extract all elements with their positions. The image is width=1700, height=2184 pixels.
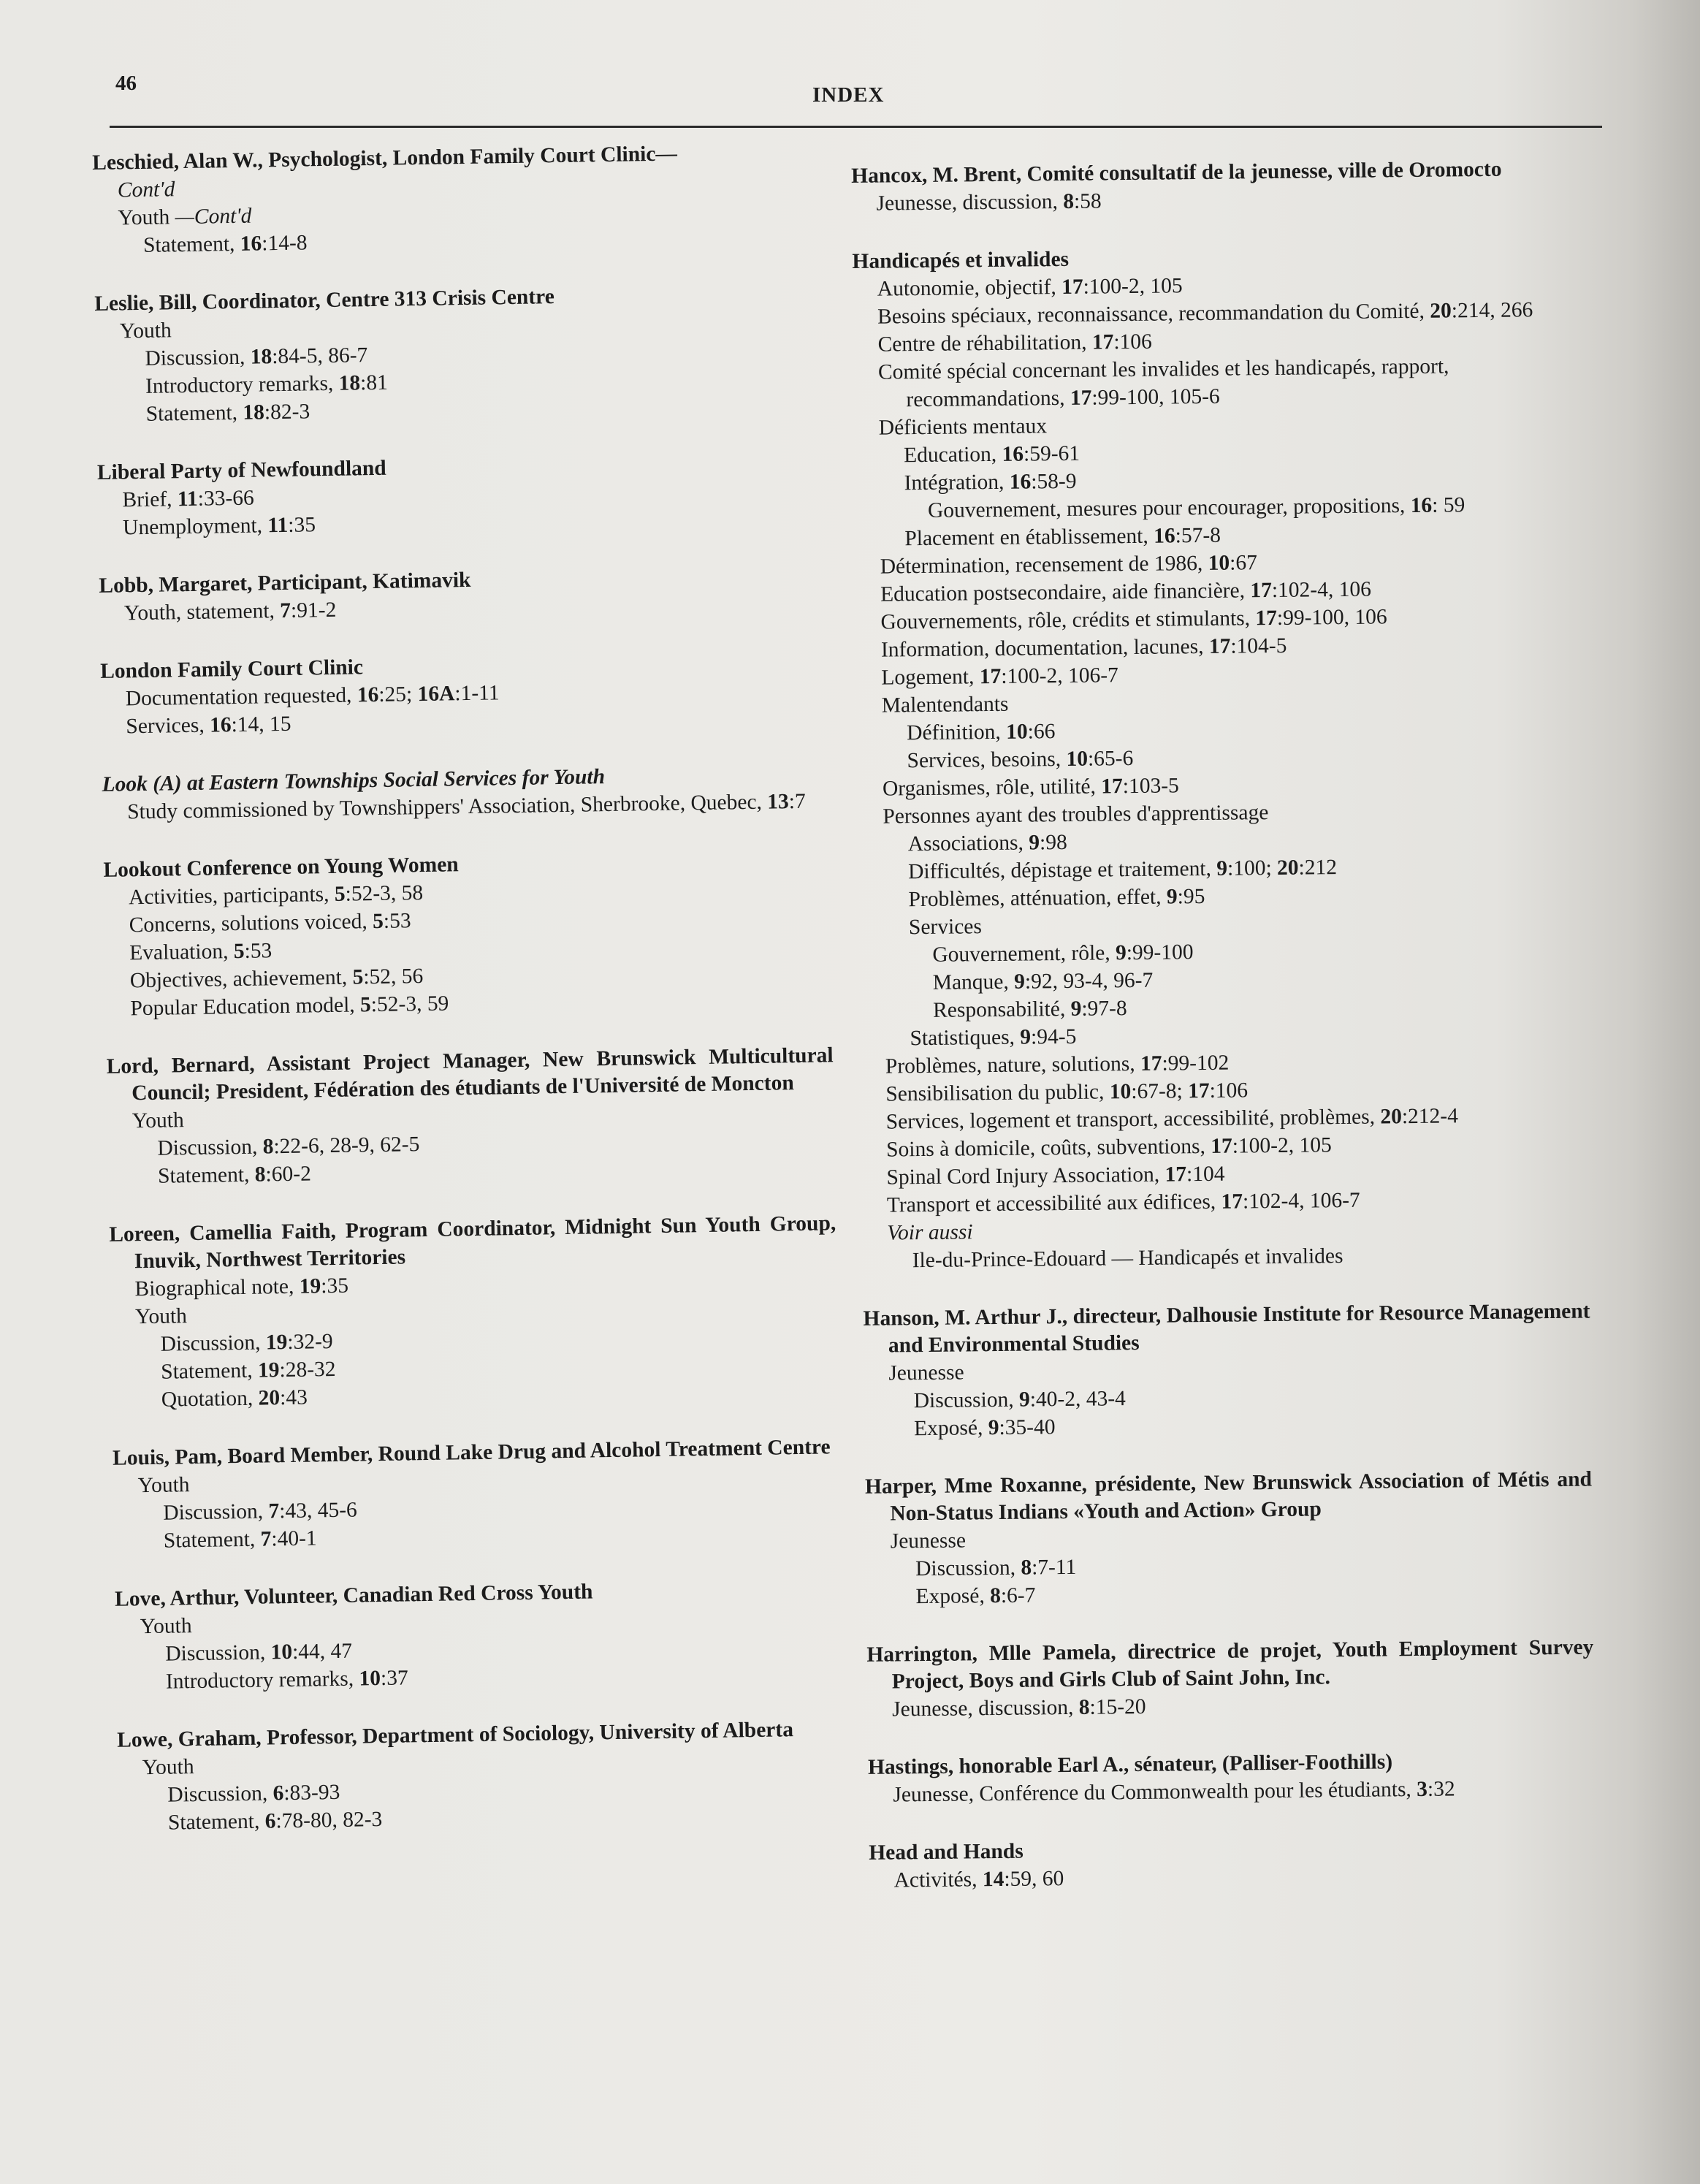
subentry-text: :103-5 [1122,774,1179,799]
subentry-text: Voir aussi [887,1220,973,1245]
index-entry [117,1716,845,1838]
subentry-text: :43, 45-6 [279,1498,358,1523]
subentry-text: :81 [359,370,389,395]
page-reference: 17 [1165,1163,1187,1187]
subentry-text: Evaluation, [129,940,235,965]
subentry-text: Autonomie, objectif, [877,275,1062,301]
subentry-text: Youth [142,1755,194,1780]
subentry-text: :212-4 [1401,1104,1459,1129]
subentry-text: Discussion, [160,1331,267,1356]
page-reference: 10 [1109,1080,1132,1104]
subentry-text: Personnes ayant des troubles d'apprentissage [883,801,1269,829]
subentry-text: —Cont'd [175,204,252,229]
subentry-text: Youth [119,319,172,343]
subentry-text: :100; [1227,856,1278,880]
subentry-text: :14-8 [262,231,308,256]
index-entry [869,1832,1596,1894]
subentry-text: Problèmes, nature, solutions, [885,1051,1141,1078]
page-number: 46 [115,72,137,95]
page-reference: 10 [1006,720,1028,744]
subentry-text: :59-61 [1023,441,1080,466]
subentry-text: Information, documentation, lacunes, [880,634,1210,662]
index-entry [113,1434,841,1556]
subentry-text: :22-6, 28-9, 62-5 [273,1133,420,1159]
page-reference: 17 [1221,1190,1243,1214]
page-reference: 17 [1091,330,1114,354]
subentry-text: Jeunesse, Conférence du Commonwealth pour les étudiants, [893,1778,1417,1807]
subentry-text: :35 [321,1274,349,1298]
page-reference: 11 [177,487,199,511]
subentry-text: Logement, [881,665,980,690]
page-reference: 17 [1070,386,1092,410]
entry-heading: Hastings, honorable Earl A., sénateur, (Palliser-Foothills) [867,1750,1393,1779]
subentry-text: Sensibilisation du public, [885,1080,1110,1106]
subentry-text: :7 [788,789,806,814]
page-reference: 7 [260,1527,272,1551]
page-reference: 17 [1255,606,1278,631]
page-reference: 18 [250,345,272,369]
index-entry [99,561,826,628]
subentry-text: Services, [126,713,210,739]
subentry-text: Gouvernement, rôle, [932,941,1116,967]
entry-heading: Leslie, Bill, Coordinator, Centre 313 Crisis Centre [94,285,555,316]
subentry-text: :40-2, 43-4 [1029,1387,1126,1412]
page-reference: 17 [1208,634,1231,658]
subentry-text: Popular Education model, [130,993,361,1021]
page-reference: 9 [1115,941,1127,965]
subentry-text: :15-20 [1089,1694,1146,1719]
page-reference: 17 [1187,1078,1210,1103]
subentry-text: Organismes, rôle, utilité, [882,775,1102,801]
subentry-text: Gouvernements, rôle, crédits et stimulants, [880,606,1256,634]
page-reference: 6 [272,1781,284,1806]
subentry-text: :35 [288,513,316,537]
page-reference: 17 [1211,1134,1232,1158]
entry-heading: Lookout Conference on Young Women [103,853,459,882]
subentry-text: Education postsecondaire, aide financière, [880,579,1251,606]
subentry-text: :82-3 [264,400,310,425]
entry-heading: Harper, Mme Roxanne, présidente, New Brunswick Association of Métis and Non-Status Indians «Youth and Action» Group [864,1467,1593,1526]
entry-heading: Leschied, Alan W., Psychologist, London Family Court Clinic— [92,142,678,175]
subentry-text: :84-5, 86-7 [271,343,368,369]
entry-heading: Love, Arthur, Volunteer, Canadian Red Cross Youth [114,1580,593,1611]
subentry-text: :1-11 [454,681,500,706]
subentry-text: Intégration, [904,470,1010,495]
page-reference: 16 [1153,524,1175,548]
page-reference: 20 [1276,856,1299,880]
page-reference: 8 [262,1135,274,1159]
subentry-text: :35-40 [999,1415,1056,1439]
subentry-text: :102-4, 106-7 [1242,1188,1360,1214]
subentry-text: Services, besoins, [907,747,1067,773]
subentry-text: Ile-du-Prince-Edouard — Handicapés et invalides [912,1244,1343,1273]
page-reference: 9 [988,1415,999,1440]
page-reference: 5 [233,939,245,964]
subentry-text: Brief, [122,487,178,512]
entry-heading: Hanson, M. Arthur J., directeur, Dalhousie Institute for Resource Management and Environmental Studies [863,1299,1590,1358]
subentry-text: Centre de réhabilitation, [877,330,1093,357]
subentry-text: Difficultés, dépistage et traitement, [907,856,1217,884]
running-head: INDEX [812,83,885,107]
subentry-text: Transport et accessibilité aux édifices, [886,1190,1221,1217]
subentry-text: :106 [1113,330,1152,354]
right-column [851,156,1596,1925]
subentry-text: :102-4, 106 [1271,577,1372,603]
page-reference: 8 [1021,1556,1032,1580]
page-reference: 16 [240,232,262,256]
page-reference: 17 [1140,1051,1162,1076]
subentry-text: Statement, [161,1358,259,1384]
subentry-text: Unemployment, [122,514,268,540]
subentry-text: Responsabilité, [932,997,1071,1022]
subentry-text: Définition, [907,720,1007,745]
subentry-text: :99-102 [1162,1051,1230,1076]
subentry-text: Introductory remarks, [165,1667,359,1694]
subentry-text: :99-100 [1126,940,1194,965]
subentry-text: Youth [134,1304,188,1329]
subentry-text: Introductory remarks, [145,371,339,398]
subentry-text: Activities, participants, [128,882,335,910]
page-reference: 9 [1020,1025,1032,1049]
subentry-text: :25; [378,682,418,707]
page-reference: 17 [979,664,1002,689]
subentry-text: Statement, [163,1527,261,1553]
subentry-text: Youth [118,205,175,230]
subentry-text: Youth [140,1614,192,1639]
subentry-text: Youth [137,1473,190,1498]
subentry-text: Objectives, achievement, [129,965,353,993]
page-reference: 17 [1250,579,1273,603]
page-reference: 16 [357,682,379,707]
subentry-text: :104-5 [1230,633,1287,658]
header-rule [110,126,1602,128]
subentry-text: Concerns, solutions voiced, [129,910,373,937]
subentry-text: :43 [279,1385,308,1410]
subentry-text: :58 [1073,189,1102,213]
left-column [92,138,846,1868]
subentry-text: Services [908,915,983,940]
index-entry [109,1210,839,1415]
subentry-line [853,351,1581,414]
subentry-text: Exposé, [913,1416,988,1441]
subentry-text: :65-6 [1087,747,1134,771]
subentry-text: :106 [1209,1078,1249,1103]
entry-heading: Head and Hands [869,1839,1024,1865]
page-reference: 8 [1063,189,1075,213]
subentry-text: Discussion, [913,1388,1020,1413]
entry-heading: Handicapés et invalides [852,247,1070,273]
subentry-text: Jeunesse, discussion, [876,189,1064,216]
subentry-text: Jeunesse [888,1361,964,1385]
page-reference: 9 [1216,856,1228,880]
subentry-text: :28-32 [279,1357,336,1382]
page-reference: 10 [359,1667,381,1691]
page-reference: 8 [254,1163,266,1187]
subentry-text: :214, 266 [1451,298,1533,323]
subentry-text: :78-80, 82-3 [275,1808,383,1833]
subentry-text: Statement, [145,400,243,426]
subentry-text: : 59 [1432,493,1465,517]
subentry-text: Youth, statement, [123,599,281,625]
subentry-text: :104 [1186,1162,1225,1187]
continued-marker: Cont'd [117,178,175,202]
subentry-text: :60-2 [265,1162,312,1187]
entry-heading: Look (A) at Eastern Townships Social Services for Youth [102,765,606,796]
subentry-text: :99-100, 105-6 [1091,384,1220,410]
subentry-text: Spinal Cord Injury Association, [886,1163,1165,1190]
subentry-text: Jeunesse, discussion, [891,1695,1079,1721]
entry-heading: Lobb, Margaret, Participant, Katimavik [99,568,471,598]
subentry-text: :91-2 [290,598,337,623]
subentry-text: :58-9 [1031,469,1077,494]
subentry-text: :99-100, 106 [1276,605,1387,630]
entry-heading: Louis, Pam, Board Member, Round Lake Drug and Alcohol Treatment Centre [112,1435,831,1470]
subentry-text: Discussion, [163,1499,269,1525]
page-reference: 8 [989,1583,1002,1608]
entry-heading: Loreen, Camellia Faith, Program Coordinator, Midnight Sun Youth Group, Inuvik, Northwest Territories [109,1211,836,1274]
page-reference: 7 [268,1499,280,1523]
index-entry [92,138,820,260]
subentry-text: :32-9 [287,1330,333,1354]
index-entry [863,1298,1591,1442]
page-reference: 16 [1002,442,1024,466]
page-reference: 10 [270,1640,293,1664]
subentry-text: Discussion, [145,345,251,370]
subentry-text: :37 [380,1666,408,1691]
page-reference: 6 [264,1809,276,1833]
page-reference: 8 [1078,1695,1090,1719]
index-entry [97,448,826,542]
subentry-text: Study commissioned by Townshippers' Association, Sherbrooke, Quebec, [126,790,768,824]
page-reference: 9 [1166,885,1178,909]
subentry-text: :6-7 [1000,1583,1036,1607]
subentry-text: :97-8 [1081,997,1127,1021]
index-entry [115,1575,843,1697]
subentry-text: Statistiques, [910,1025,1021,1051]
subentry-text: :59, 60 [1004,1867,1064,1891]
subentry-text: Discussion, [167,1781,273,1807]
page-reference: 19 [265,1331,288,1355]
subentry-text: Gouvernement, mesures pour encourager, propositions, [927,494,1411,522]
subentry-text: Discussion, [157,1135,263,1160]
subentry-text: :100-2, 105 [1232,1133,1332,1158]
subentry-text: :95 [1177,884,1205,909]
subentry-text: :94-5 [1030,1024,1077,1049]
page-reference: 16A [417,682,455,707]
index-entry [102,760,829,826]
index-entry [851,156,1579,218]
page-reference: 7 [280,598,291,623]
index-entry [852,241,1590,1275]
page-reference: 9 [1018,1388,1030,1412]
entry-heading: Lord, Bernard, Assistant Project Manager, New Brunswick Multicultural Council; President, Fédération des étudiants de l'Université de Moncton [106,1043,834,1106]
index-entry [106,1042,835,1191]
page-reference: 11 [267,513,289,538]
subentry-text: Education, [904,442,1002,468]
entry-heading: Harrington, Mlle Pamela, directrice de projet, Youth Employment Survey Project, Boys and Girls Club of Saint John, Inc. [866,1635,1594,1694]
subentry-text: Documentation requested, [125,683,358,711]
subentry-text: Associations, [907,831,1029,856]
subentry-text: Déficients mentaux [878,414,1048,440]
page-reference: 16 [209,713,232,737]
subentry-text: Youth [131,1108,184,1133]
subentry-text: :52-3, 58 [345,881,424,906]
page-reference: 9 [1070,997,1082,1021]
page-reference: 5 [359,993,372,1017]
subentry-text: :53 [383,909,411,933]
index-entry [103,845,832,1023]
subentry-text: Activités, [893,1868,983,1892]
page-reference: 10 [1208,551,1230,575]
subentry-text: :33-66 [197,486,255,511]
page-reference: 16 [1410,493,1433,518]
subentry-text: :66 [1027,720,1056,744]
page-reference: 18 [243,400,265,425]
entry-heading: Hancox, M. Brent, Comité consultatif de la jeunesse, ville de Oromocto [851,157,1502,188]
subentry-text: Comité spécial concernant les invalides et les handicapés, rapport, recommandations, [877,354,1449,412]
entry-heading: Liberal Party of Newfoundland [96,456,386,484]
subentry-text: :98 [1039,830,1067,855]
subentry-text: :83-93 [283,1780,340,1806]
page-reference: 20 [258,1386,281,1410]
index-entry [866,1634,1594,1723]
index-entry [865,1466,1593,1610]
subentry-text: Besoins spéciaux, reconnaissance, recommandation du Comité, [877,299,1430,329]
page-reference: 9 [1029,831,1040,855]
page-reference: 5 [352,965,364,989]
subentry-text: :52-3, 59 [370,992,449,1017]
subentry-text: Soins à domicile, coûts, subventions, [885,1134,1211,1162]
subentry-text: Services, logement et transport, accessibilité, problèmes, [885,1105,1381,1134]
page-reference: 10 [1066,747,1089,771]
page-reference: 9 [1014,970,1026,994]
subentry-text: Discussion, [165,1640,271,1666]
subentry-text: Statement, [142,232,241,257]
subentry-text: Statement, [167,1809,265,1835]
subentry-text: Malentendants [881,692,1009,718]
subentry-text: :40-1 [271,1526,317,1551]
entry-heading: London Family Court Clinic [99,655,364,683]
page-reference: 17 [1061,275,1083,299]
subentry-text: :57-8 [1175,523,1221,548]
page-reference: 20 [1380,1105,1403,1129]
page-reference: 18 [338,371,361,395]
subentry-text: Discussion, [915,1556,1021,1581]
page-reference: 13 [767,790,790,814]
page-reference: 17 [1101,775,1123,799]
subentry-text: :52, 56 [363,964,424,989]
subentry-text: Jeunesse [890,1529,967,1553]
subentry-text: :7-11 [1031,1555,1077,1580]
subentry-text: Quotation, [161,1386,259,1412]
page-reference: 19 [257,1358,280,1382]
subentry-text: :100-2, 106-7 [1001,663,1118,688]
subentry-text: Statement, [157,1163,256,1188]
page-reference: 19 [299,1274,321,1298]
subentry-text: :212 [1298,856,1338,880]
subentry-text: Biographical note, [134,1274,300,1301]
page-reference: 5 [372,909,384,934]
page-reference: 20 [1430,299,1452,323]
index-entry [868,1746,1596,1808]
subentry-text: :32 [1427,1777,1455,1801]
subentry-text: :44, 47 [291,1639,353,1664]
subentry-text: :100-2, 105 [1083,274,1183,299]
subentry-text: Placement en établissement, [904,524,1154,551]
subentry-text: Problèmes, atténuation, effet, [908,885,1167,912]
index-entry [94,279,823,429]
subentry-text: :14, 15 [231,712,291,737]
page-reference: 5 [334,882,346,906]
subentry-text: :67-8; [1131,1079,1189,1104]
subentry-text: Détermination, recensement de 1986, [880,551,1208,579]
index-entry [100,647,828,741]
page-reference: 16 [1009,470,1032,494]
subentry-text: :92, 93-4, 96-7 [1024,968,1154,994]
page-reference: 3 [1417,1777,1428,1802]
entry-heading: Lowe, Graham, Professor, Department of Sociology, University of Alberta [116,1718,794,1752]
subentry-text: :53 [244,939,272,963]
page-reference: 14 [982,1867,1005,1892]
subentry-text: :67 [1230,551,1258,575]
subentry-text: Manque, [932,970,1015,994]
subentry-text: Exposé, [915,1584,991,1609]
